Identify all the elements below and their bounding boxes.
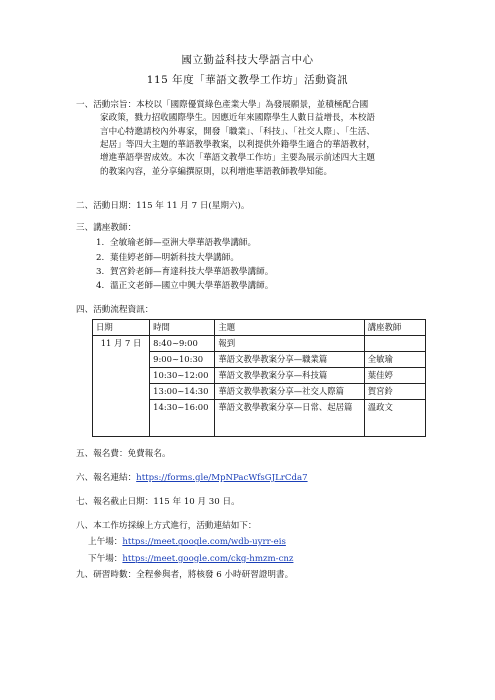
time-cell: 8:40~9:00 [150, 336, 215, 352]
topic-cell: 華語文教學教案分享—日常、起居篇 [215, 400, 364, 437]
morning-label: 上午場： [88, 537, 123, 548]
deadline-value: 115 年 10 月 30 日。 [153, 497, 240, 507]
purpose-line: 本校以「國際優質綠色產業大學」為發展願景，並積極配合國 [136, 100, 369, 110]
section-label: 二、活動日期： [76, 201, 137, 211]
teacher-cell: 溫政文 [364, 400, 425, 437]
section-teachers [76, 222, 428, 295]
teacher-cell: 全敏瑜 [364, 352, 425, 368]
table-header-row [93, 320, 426, 336]
topic-cell: 華語文教學教案分享—職業篇 [215, 352, 364, 368]
teacher-cell: 葉佳婷 [364, 368, 425, 384]
section-purpose [76, 99, 428, 179]
header-date: 日期 [93, 320, 150, 336]
section-label: 六、報名連結： [76, 473, 137, 483]
section-label: 九、研習時數： [76, 570, 137, 580]
purpose-line: 家政策，戮力招收國際學生。因應近年來國際學生人數日益增長，本校語 [100, 113, 376, 124]
section-fee [76, 448, 428, 461]
teacher-cell: 賀宮鈴 [364, 384, 425, 400]
hours-value: 全程參與者，將核發 6 小時研習證明書。 [136, 570, 294, 580]
event-date: 115 年 11 月 7 日(星期六)。 [136, 201, 250, 211]
topic-cell: 華語文教學教案分享—社交人際篇 [215, 384, 364, 400]
section-label: 三、講座教師： [76, 223, 137, 233]
header-teacher: 講座教師 [364, 320, 425, 336]
table-row [93, 336, 426, 352]
section-date [76, 200, 428, 213]
section-label: 八、本工作坊採線上方式進行，活動連結如下： [76, 521, 257, 531]
purpose-line: 起居」等四大主題的華語教學教案，以利提供外籍學生適合的華語教材， [100, 139, 376, 150]
time-cell: 9:00~10:30 [150, 352, 215, 368]
section-label: 五、報名費： [76, 449, 128, 459]
teacher-cell [364, 336, 425, 352]
topic-cell: 華語文教學教案分享—科技篇 [215, 368, 364, 384]
header-time: 時間 [150, 320, 215, 336]
list-item: 1. 全敏瑜老師—亞洲大學華語教學講師。 [96, 238, 257, 249]
time-cell: 10:30~12:00 [150, 368, 215, 384]
schedule-table [92, 319, 426, 437]
event-title: 115 年度「華語文教學工作坊」活動資訊 [146, 74, 349, 86]
purpose-line: 言中心特邀請校內外專家，開發「職業」、「科技」、「社交人際」、「生活、 [100, 126, 375, 137]
purpose-line: 的教案內容，並分享編撰原則，以利增進華語教師教學知能。 [100, 166, 333, 177]
section-hours [76, 569, 428, 582]
list-item: 2. 葉佳婷老師—明新科技大學講師。 [96, 252, 239, 263]
header-topic: 主題 [215, 320, 364, 336]
list-item: 4. 溫正文老師—國立中興大學華語教學講師。 [96, 281, 274, 292]
morning-session [88, 536, 428, 549]
section-label: 一、活動宗旨： [76, 100, 137, 110]
section-label: 七、報名截止日期： [76, 497, 154, 507]
time-cell: 13:00~14:30 [150, 384, 215, 400]
section-deadline [76, 496, 428, 509]
section-register [76, 472, 428, 485]
purpose-line: 增進華語學習成效。本次「華語文教學工作坊」主要為展示前述四大主題 [100, 153, 376, 164]
school-name: 國立勤益科技大學語言中心 [181, 54, 314, 66]
purpose-text [136, 99, 428, 112]
afternoon-meet-link[interactable]: https://meet.google.com/ckg-hmzm-cnz [122, 553, 294, 564]
teacher-list [96, 237, 428, 293]
section-online [76, 520, 428, 566]
fee-value: 免費報名。 [127, 449, 171, 459]
section-label: 四、活動流程資訊： [76, 305, 154, 315]
section-schedule [76, 304, 428, 317]
afternoon-label: 下午場： [88, 553, 123, 564]
time-cell: 14:30~16:00 [150, 400, 215, 437]
registration-link[interactable]: https://forms.gle/MpNPacWfsGJLrCda7 [136, 473, 308, 483]
morning-meet-link[interactable]: https://meet.google.com/wdb-uyrr-eis [122, 537, 286, 548]
topic-cell: 報到 [215, 336, 364, 352]
schedule-date: 11 月 7 日 [93, 336, 150, 437]
afternoon-session [88, 553, 428, 566]
list-item: 3. 賀宮鈴老師—育達科技大學華語教學講師。 [96, 266, 274, 277]
